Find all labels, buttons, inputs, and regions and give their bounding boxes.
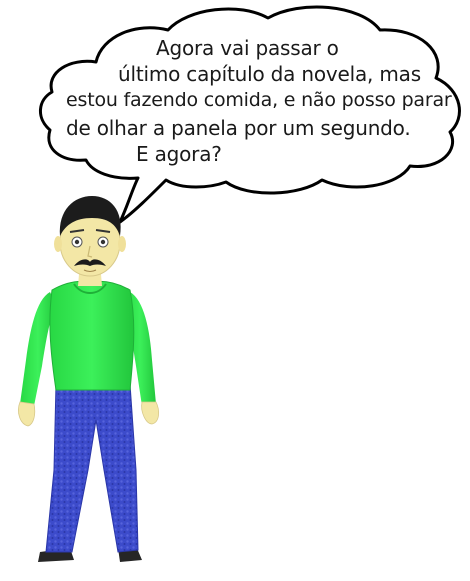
bubble-text-line-3: estou fazendo comida, e não posso parar	[66, 89, 452, 111]
green-shirt	[50, 281, 134, 390]
bubble-text-line-2: último capítulo da novela, mas	[118, 62, 421, 86]
bubble-text-line-1: Agora vai passar o	[156, 36, 339, 60]
bubble-text-line-5: E agora?	[136, 142, 222, 166]
jeans	[46, 384, 138, 552]
head	[54, 196, 126, 276]
bubble-text-line-4: de olhar a panela por um segundo.	[66, 116, 411, 140]
